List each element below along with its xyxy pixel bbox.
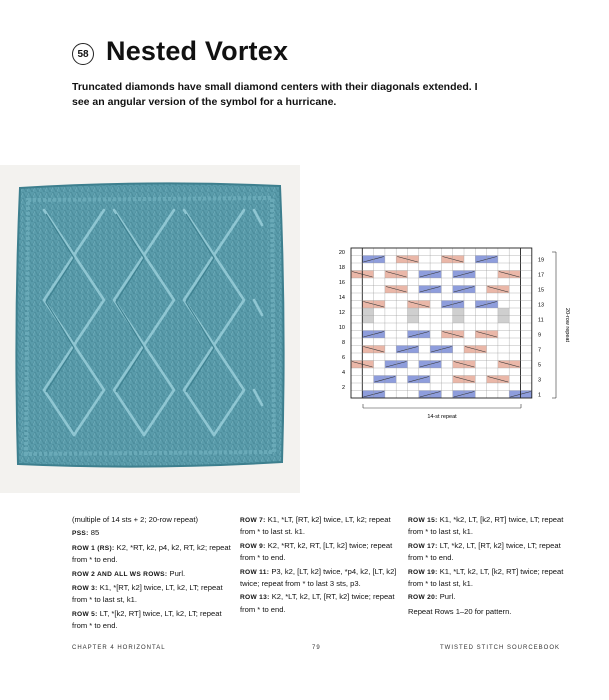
row-label: 10 [338,325,345,331]
row-5: ROW 5: LT, *[k2, RT] twice, LT, k2, LT; repeat from * to end. [72,608,222,631]
row-13: ROW 13: K2, *LT, k2, LT, [RT, k2] twice; repeat from * to end. [240,592,395,614]
intro-text: Truncated diamonds have small diamond centers with their diagonals extended. I see an angular version of the symbol for a hurricane. [72,81,478,108]
chart-right-labels [538,258,544,399]
row-17: ROW 17: LT, *k2, LT, [RT, k2] twice, LT; repeat from * to end. [408,540,561,563]
footer-page-number: 79 [312,645,321,651]
row-label: 19 [538,257,545,264]
row-label: 17 [538,272,545,279]
row-label: 12 [338,310,345,316]
page-title: Nested Vortex [106,36,289,66]
row-label: 14 [338,295,345,301]
footer-chapter: CHAPTER 4 HORIZONTAL [72,645,166,651]
row-label: 8 [341,340,345,346]
row-label: 6 [341,355,345,361]
row-label: 4 [341,370,345,376]
row-label: 3 [538,377,542,384]
row-label: 15 [538,287,545,294]
row-11: ROW 11: P3, k2, [LT, k2] twice, *p4, k2, [LT, k2] twice; repeat from * to last 3 sts, p3. [240,566,397,589]
chart-grid [351,248,532,398]
row-label: 5 [538,362,542,369]
footer-book-title: TWISTED STITCH SOURCEBOOK [440,645,561,651]
row-3: ROW 3: K1, *[RT, k2] twice, LT, k2, LT; repeat from * to last st, k1. [72,583,223,605]
row-1: ROW 1 (RS): K2, *RT, k2, p4, k2, RT, k2; repeat from * to end. [72,542,231,565]
instructions-column-3 [408,514,568,619]
row-label: 2 [341,385,345,391]
purl-cell [362,308,373,316]
purl-cell [498,316,509,324]
row-label: 9 [538,332,542,339]
purl-cell [453,316,464,324]
row-repeat-label: 20-row repeat [564,308,570,342]
stitch-chart [330,238,580,423]
stitch-repeat-label: 14-st repeat [427,414,457,420]
instructions-column-2 [240,514,400,617]
row-label: 16 [338,280,345,286]
multiple-note: (multiple of 14 sts + 2; 20-row repeat) [72,515,198,524]
chart-left-labels [339,250,345,391]
row-19: ROW 19: K1, *LT, k2, LT, [k2, RT] twice; repeat from * to last st, k1. [408,566,564,589]
row-15: ROW 15: K1, *k2, LT, [k2, RT] twice, LT; repeat from * to last st, k1. [408,515,564,537]
purl-cell [408,308,419,316]
pss-line: PSS: 85 [72,528,100,538]
instructions-column-1 [72,514,232,634]
repeat-note: Repeat Rows 1–20 for pattern. [408,606,512,616]
row-label: 11 [538,317,544,324]
row-7: ROW 7: K1, *LT, [RT, k2] twice, LT, k2; repeat from * to last st. k1. [240,515,391,537]
row-2: ROW 2 AND ALL WS ROWS: Purl. [72,568,186,578]
purl-cell [498,308,509,316]
row-label: 1 [538,392,542,399]
row-label: 7 [538,347,542,354]
purl-cell [453,308,464,316]
row-label: 20 [338,250,345,256]
knitted-swatch-image [14,180,286,470]
row-20: ROW 20: Purl. [408,592,456,602]
purl-cell [408,316,419,324]
purl-cell [362,316,373,324]
row-label: 18 [338,265,345,271]
row-label: 13 [538,302,545,309]
pattern-number-badge: 58 [72,43,94,65]
row-9: ROW 9: K2, *RT, k2, RT, [LT, k2] twice; repeat from * to end. [240,540,393,563]
